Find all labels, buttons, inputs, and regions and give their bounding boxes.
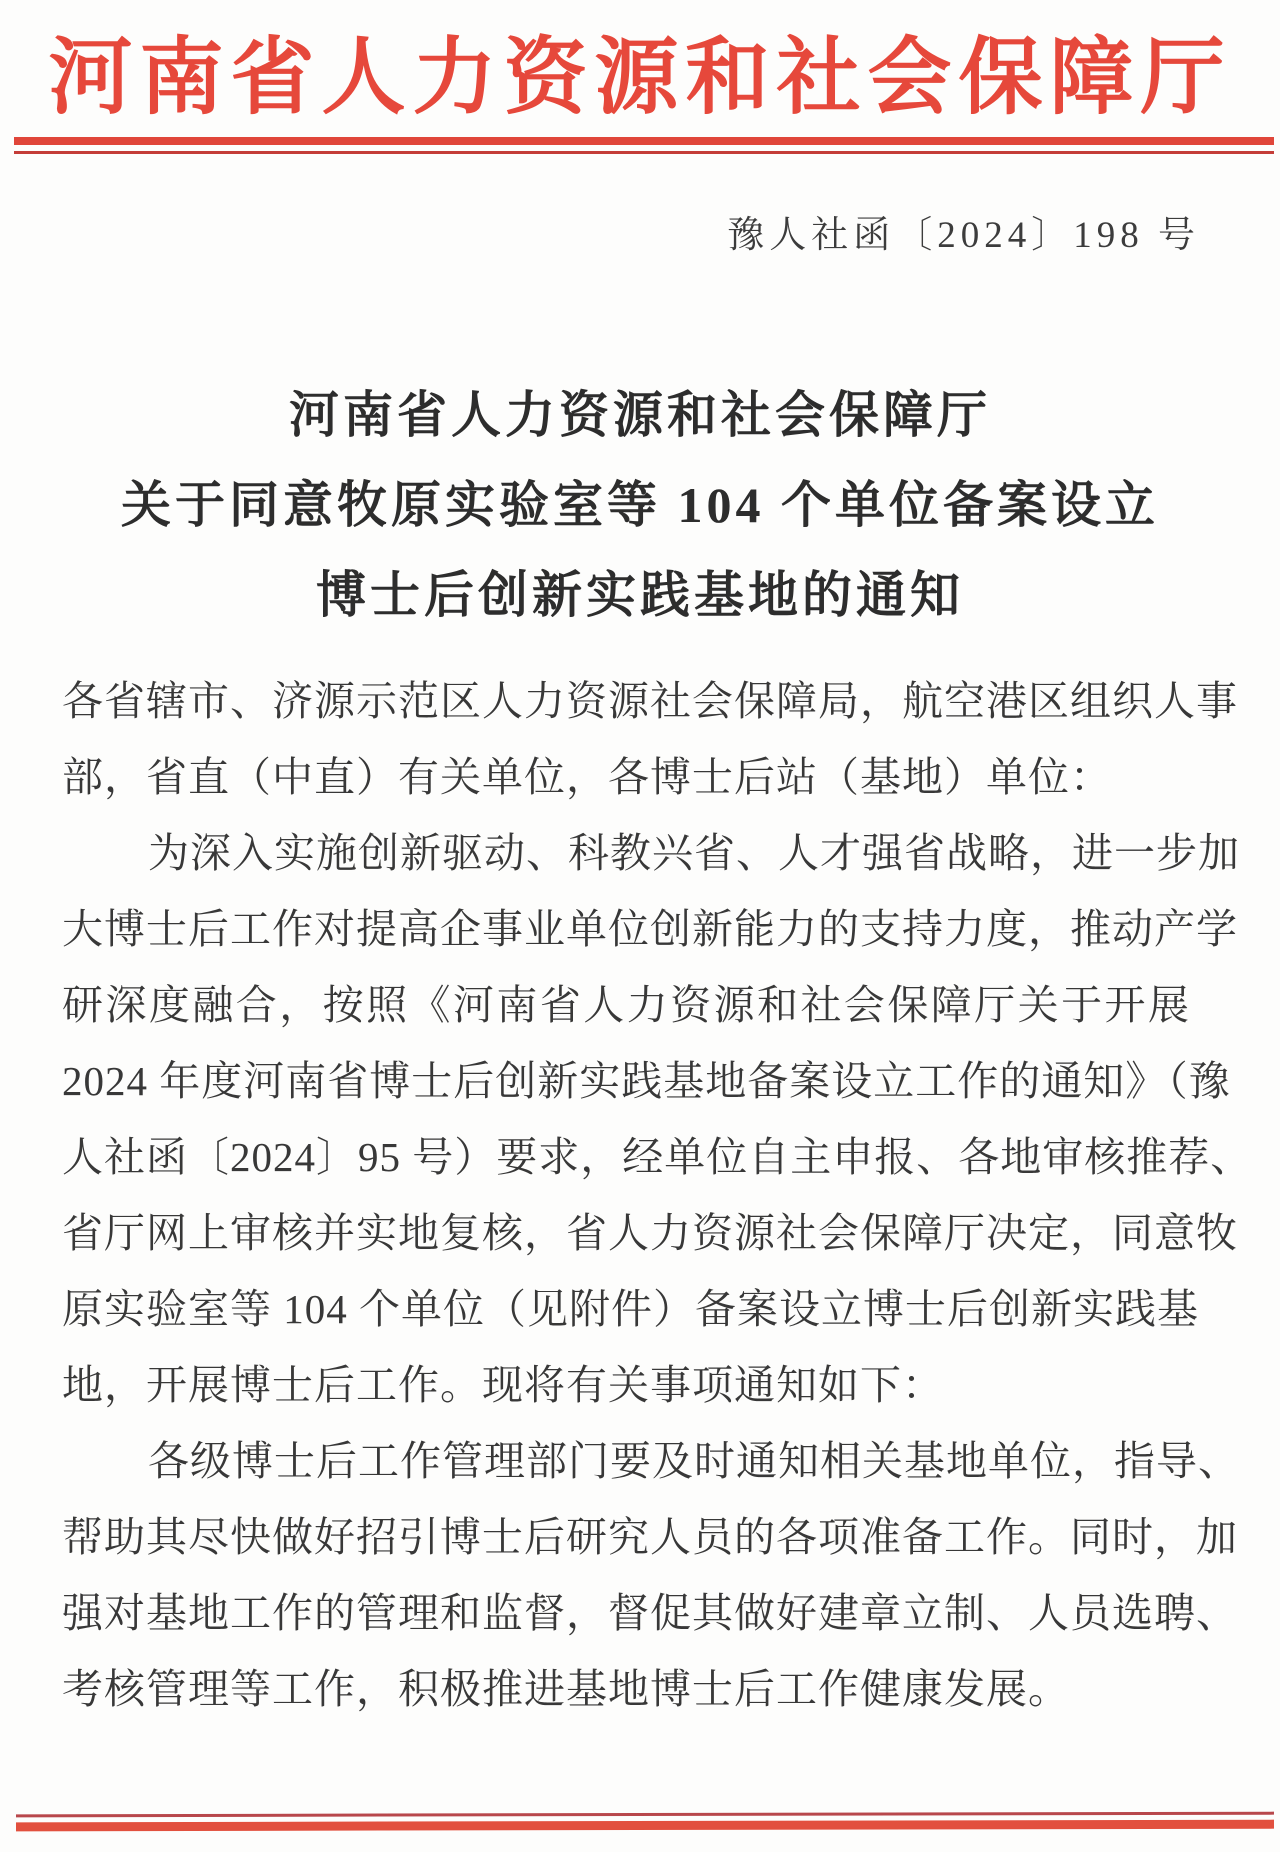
body-text-line: 强对基地工作的管理和监督，督促其做好建章立制、人员选聘、: [62, 1590, 1238, 1636]
body-text-line: 大博士后工作对提高企事业单位创新能力的支持力度，推动产学: [62, 906, 1238, 952]
footer-rule-thick: [16, 1820, 1274, 1832]
body-text-line: 2024 年度河南省博士后创新实践基地备案设立工作的通知》（豫: [62, 1058, 1231, 1104]
body-text-line: 省厅网上审核并实地复核，省人力资源社会保障厅决定，同意牧: [62, 1210, 1238, 1256]
body-text-line: 研深度融合，按照《河南省人力资源和社会保障厅关于开展: [62, 982, 1190, 1028]
body-text-line: 帮助其尽快做好招引博士后研究人员的各项准备工作。同时，加: [62, 1514, 1238, 1560]
letterhead-rule-thin: [14, 151, 1274, 154]
title-line-3: 博士后创新实践基地的通知: [316, 567, 964, 623]
body-text-line: 地，开展博士后工作。现将有关事项通知如下：: [62, 1362, 944, 1408]
body-text-line: 为深入实施创新驱动、科教兴省、人才强省战略，进一步加: [148, 830, 1240, 876]
title-line-1: 河南省人力资源和社会保障厅: [289, 387, 991, 443]
letterhead-agency-name: 河南省人力资源和社会保障厅: [48, 32, 1232, 125]
body-text-line: 各级博士后工作管理部门要及时通知相关基地单位，指导、: [148, 1438, 1240, 1484]
document-body: [62, 668, 1253, 1732]
title-line-2: 关于同意牧原实验室等 104 个单位备案设立: [121, 477, 1159, 533]
body-text-line: 人社函〔2024〕95 号）要求，经单位自主申报、各地审核推荐、: [62, 1134, 1253, 1180]
footer-rule-thin: [16, 1812, 1274, 1818]
body-text-line: 各省辖市、济源示范区人力资源社会保障局，航空港区组织人事: [62, 678, 1238, 724]
body-text-line: 原实验室等 104 个单位（见附件）备案设立博士后创新实践基: [62, 1286, 1199, 1332]
letterhead-rule-thick: [14, 137, 1274, 145]
body-text-line: 考核管理等工作，积极推进基地博士后工作健康发展。: [62, 1666, 1070, 1712]
document-number: 豫人社函〔2024〕198 号: [727, 215, 1200, 256]
document-title: [60, 370, 1220, 640]
body-text-line: 部，省直（中直）有关单位，各博士后站（基地）单位：: [62, 754, 1112, 800]
